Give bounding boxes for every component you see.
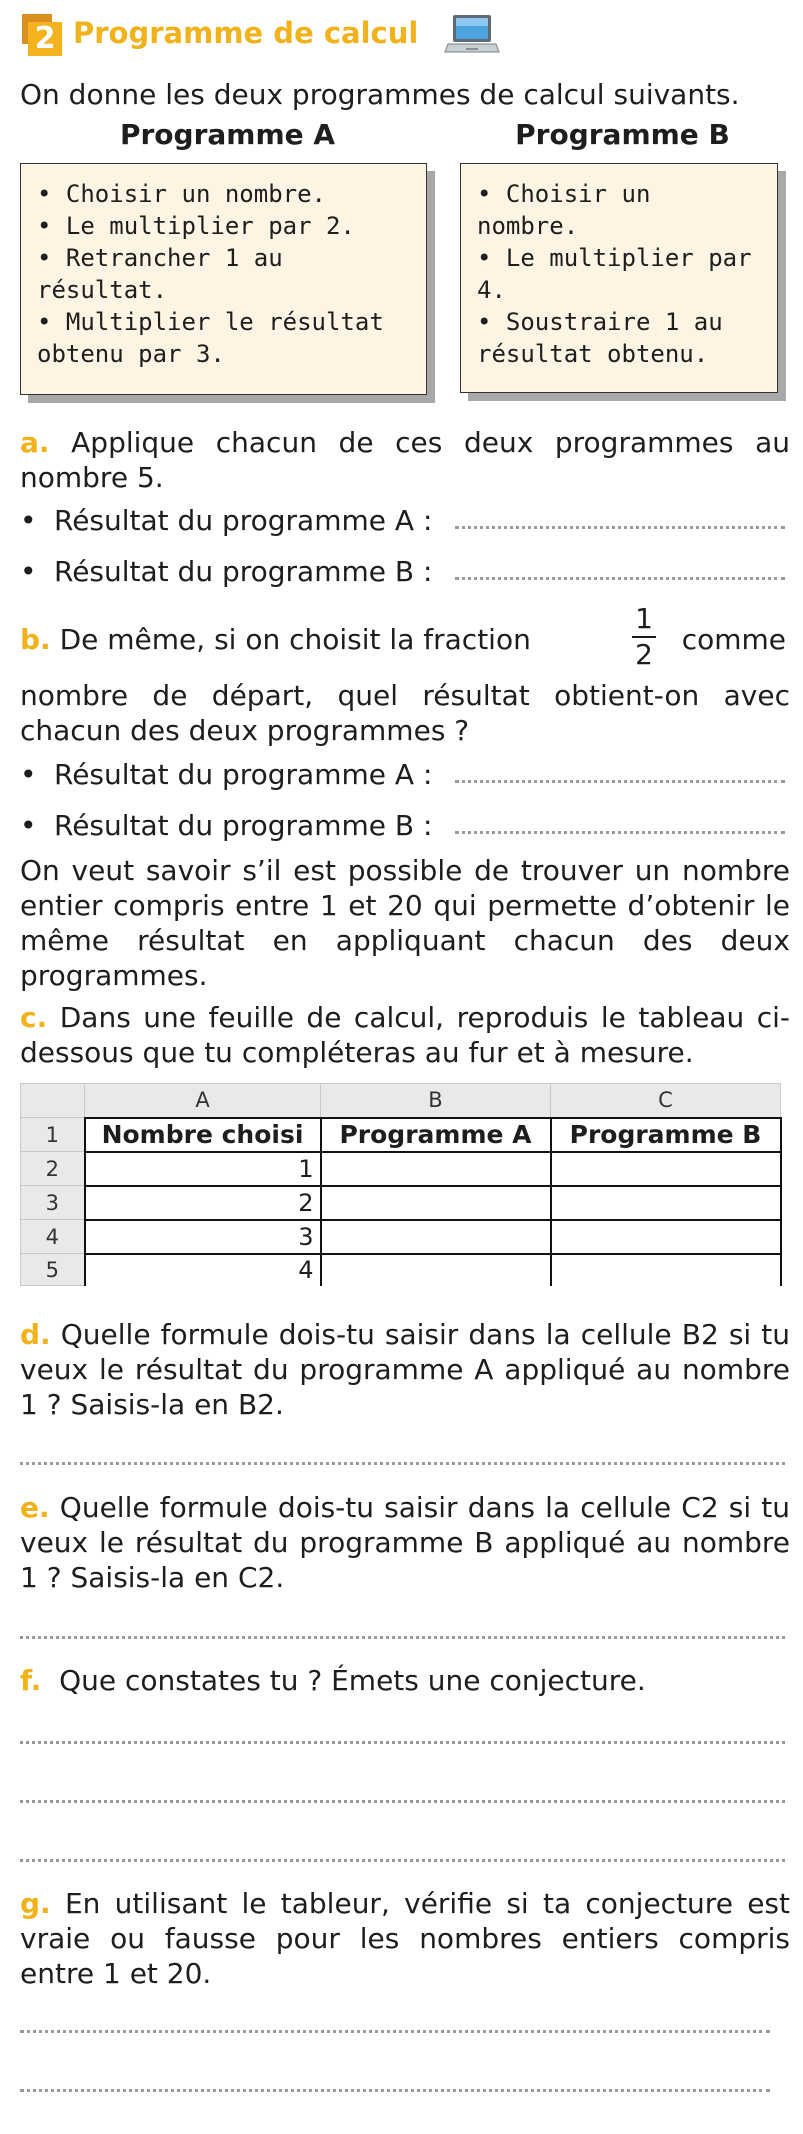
- row-header-5[interactable]: 5: [21, 1254, 85, 1286]
- cell-a5[interactable]: 4: [85, 1254, 321, 1286]
- program-a-step-4: • Multiplier le résultat obtenu par 3.: [37, 308, 384, 368]
- program-b-step-3: • Soustraire 1 au résultat obtenu.: [477, 308, 723, 368]
- question-b-text-before: De même, si on choisit la fraction: [59, 623, 531, 656]
- question-a: [20, 425, 790, 495]
- cell-b3[interactable]: [321, 1186, 551, 1220]
- cell-a2[interactable]: 1: [85, 1152, 321, 1186]
- answer-line-b-2[interactable]: [455, 831, 785, 834]
- question-e: [20, 1490, 790, 1595]
- cell-c5[interactable]: [551, 1254, 781, 1286]
- result-b-line-2: • Résultat du programme B :: [20, 809, 433, 842]
- fraction-one-half: [632, 604, 656, 670]
- laptop-icon: [444, 12, 500, 56]
- question-c-label: c.: [20, 1001, 48, 1034]
- column-header-a[interactable]: A: [85, 1084, 321, 1118]
- question-g: [20, 1886, 790, 1991]
- program-a-step-1: • Choisir un nombre.: [37, 180, 326, 208]
- answer-line-f-1[interactable]: [20, 1741, 785, 1744]
- program-b-step-2: • Le multiplier par 4.: [477, 244, 752, 304]
- row-header-2[interactable]: 2: [21, 1152, 85, 1186]
- question-b-text-rest: nombre de départ, quel résultat obtient-on avec chacun des deux programmes ?: [20, 679, 790, 747]
- result-a-line-1: • Résultat du programme A :: [20, 504, 433, 537]
- result-a-line-2: • Résultat du programme A :: [20, 758, 433, 791]
- question-g-label: g.: [20, 1887, 51, 1920]
- fraction-denominator: 2: [635, 638, 653, 671]
- cell-c2[interactable]: [551, 1152, 781, 1186]
- answer-line-f-3[interactable]: [20, 1859, 785, 1862]
- row-header-3[interactable]: 3: [21, 1186, 85, 1220]
- cell-c1[interactable]: Programme B: [551, 1118, 781, 1152]
- cell-a4[interactable]: 3: [85, 1220, 321, 1254]
- cell-a3[interactable]: 2: [85, 1186, 321, 1220]
- program-a-box: [20, 163, 427, 395]
- cell-c4[interactable]: [551, 1220, 781, 1254]
- question-d-label: d.: [20, 1318, 51, 1351]
- result-b-line-1: • Résultat du programme B :: [20, 555, 433, 588]
- answer-line-g-1[interactable]: [20, 2030, 770, 2033]
- row-header-4[interactable]: 4: [21, 1220, 85, 1254]
- question-b-label: b.: [20, 623, 51, 656]
- question-a-text: Applique chacun de ces deux programmes au nombre 5.: [20, 426, 790, 494]
- question-g-text: En utilisant le tableur, vérifie si ta conjecture est vraie ou fausse pour les nombres entiers compris entre 1 et 20.: [20, 1887, 790, 1990]
- exercise-title: Programme de calcul: [73, 16, 419, 50]
- question-b-text-after: comme: [681, 623, 786, 656]
- question-b-line1: [20, 622, 790, 657]
- question-d: [20, 1317, 790, 1422]
- answer-line-d[interactable]: [20, 1462, 785, 1465]
- answer-line-f-2[interactable]: [20, 1800, 785, 1803]
- question-d-text: Quelle formule dois-tu saisir dans la cellule B2 si tu veux le résultat du programme A appliqué au nombre 1 ? Saisis-la en B2.: [20, 1318, 790, 1421]
- corner-cell: [21, 1084, 85, 1118]
- cell-b5[interactable]: [321, 1254, 551, 1286]
- question-e-label: e.: [20, 1491, 50, 1524]
- intro-text: On donne les deux programmes de calcul suivants.: [20, 78, 740, 111]
- question-f-label: f.: [20, 1664, 42, 1697]
- question-f: [20, 1663, 790, 1698]
- program-a-title: Programme A: [119, 118, 336, 151]
- program-b-title: Programme B: [515, 118, 730, 151]
- question-e-text: Quelle formule dois-tu saisir dans la cellule C2 si tu veux le résultat du programme B appliqué au nombre 1 ? Saisis-la en C2.: [20, 1491, 791, 1594]
- program-b-step-1: • Choisir un nombre.: [477, 180, 651, 240]
- exercise-number: 2: [28, 22, 62, 56]
- question-c-text: Dans une feuille de calcul, reproduis le tableau ci-dessous que tu compléteras au fur et à mesure.: [20, 1001, 791, 1069]
- cell-b2[interactable]: [321, 1152, 551, 1186]
- question-a-label: a.: [20, 426, 50, 459]
- row-header-1[interactable]: 1: [21, 1118, 85, 1152]
- cell-a1[interactable]: Nombre choisi: [85, 1118, 321, 1152]
- question-c: [20, 1000, 790, 1070]
- exercise-number-badge: [22, 14, 62, 56]
- answer-line-b-1[interactable]: [455, 577, 785, 580]
- answer-line-e[interactable]: [20, 1636, 785, 1639]
- column-header-c[interactable]: C: [551, 1084, 781, 1118]
- intro-c-text: On veut savoir s’il est possible de trouver un nombre entier compris entre 1 et 20 qui permette d’obtenir le même résultat en appliquant chacun des deux programmes.: [20, 854, 790, 992]
- program-b-box: [460, 163, 778, 393]
- program-a-step-2: • Le multiplier par 2.: [37, 212, 355, 240]
- cell-c3[interactable]: [551, 1186, 781, 1220]
- fraction-numerator: 1: [635, 602, 653, 635]
- cell-b4[interactable]: [321, 1220, 551, 1254]
- cell-b1[interactable]: Programme A: [321, 1118, 551, 1152]
- spreadsheet: [20, 1083, 790, 1287]
- answer-line-g-2[interactable]: [20, 2089, 770, 2092]
- answer-line-a-1[interactable]: [455, 526, 785, 529]
- answer-line-a-2[interactable]: [455, 780, 785, 783]
- program-a-step-3: • Retrancher 1 au résultat.: [37, 244, 283, 304]
- question-f-text: Que constates tu ? Émets une conjecture.: [59, 1664, 646, 1697]
- column-header-b[interactable]: B: [321, 1084, 551, 1118]
